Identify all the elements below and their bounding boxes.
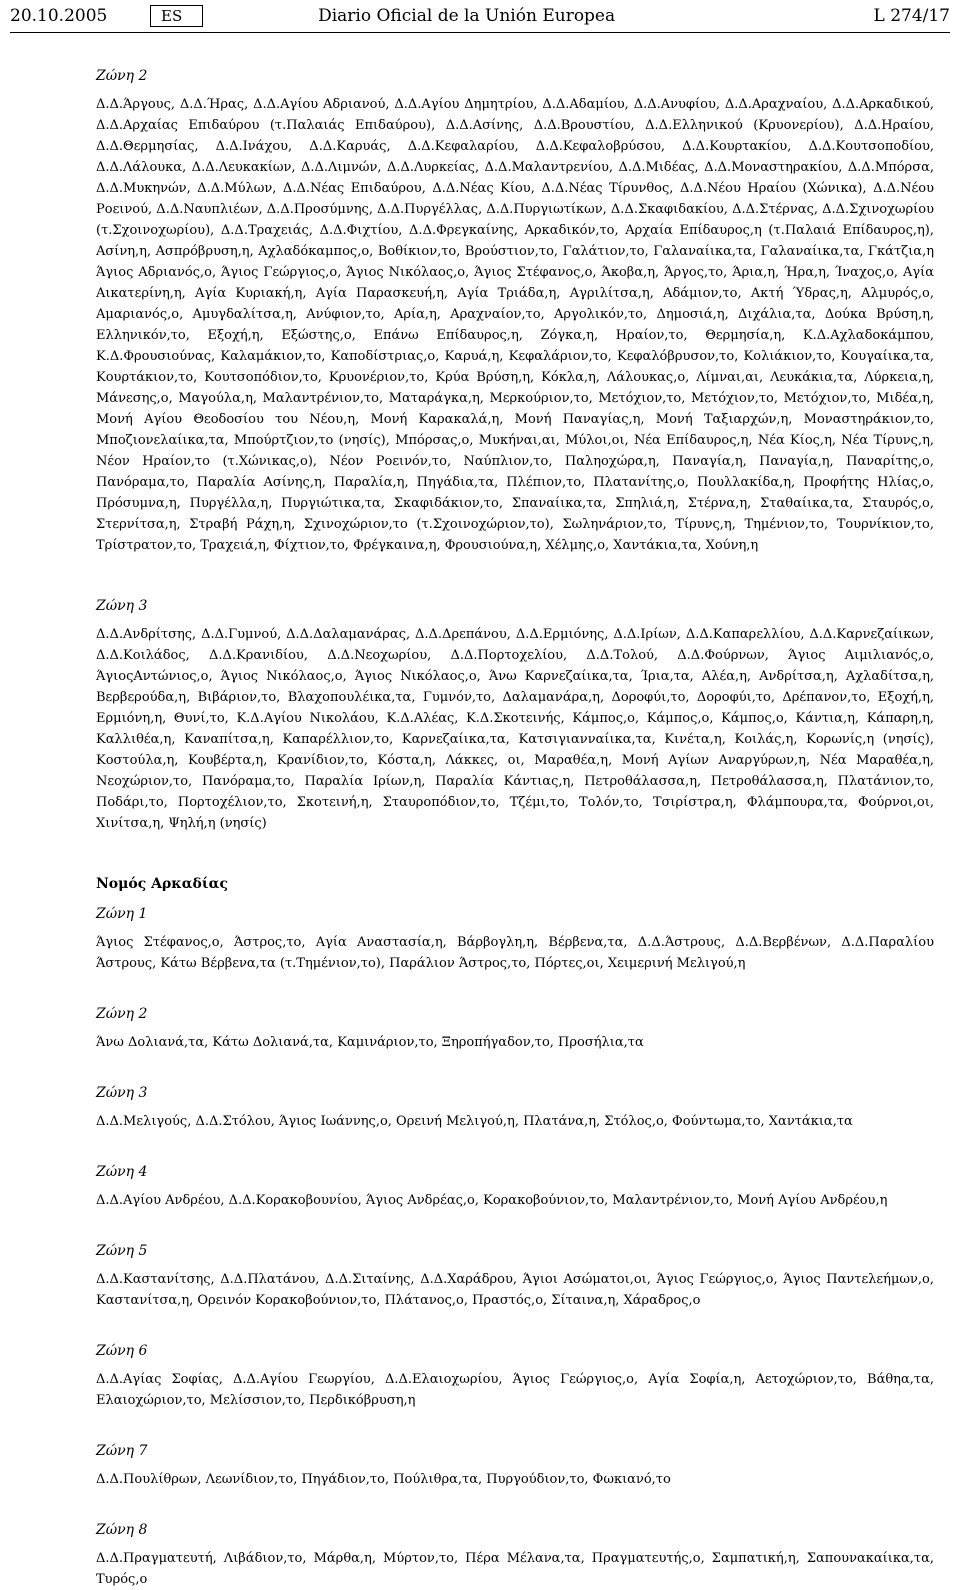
- zone-heading: Ζώνη 2: [96, 68, 148, 84]
- page-header: [10, 0, 950, 33]
- locality-list: Δ.Δ.Καστανίτσης, Δ.Δ.Πλατάνου, Δ.Δ.Σιταίνης, Δ.Δ.Χαράδρου, Άγιοι Ασώματοι,οι, Άγιος Γεώργιος,ο, Άγιος Παντελεήμων,ο, Καστανίτσα,η, Ορεινόν Κορακοβούνιον,το, Πλάτανος,ο, Πραστός,ο, Σίταινα,η, Χάραδρος,ο: [96, 1272, 934, 1308]
- prefecture-heading: Νομός Αρκαδίας: [96, 876, 228, 892]
- locality-list: Δ.Δ.Ανδρίτσης, Δ.Δ.Γυμνού, Δ.Δ.Δαλαμανάρας, Δ.Δ.Δρεπάνου, Δ.Δ.Ερμιόνης, Δ.Δ.Ιρίων, Δ.Δ.Καπαρελλίου, Δ.Δ.Καρνεζαίικων, Δ.Δ.Κοιλάδος, Δ.Δ.Κρανιδίου, Δ.Δ.Νεοχωρίου, Δ.Δ.Πορτοχελίου, Δ.Δ.Τολού, Δ.Δ.Φούρνων, Άγιος Αιμιλιανός,ο, ΆγιοςΑντώνιος,ο, Άγιος Νικόλαος,ο, Άγιος Νικόλαος,ο, Άνω Καρνεζαίικα,τα, Ίρια,τα, Αλέα,η, Ανδρίτσα,η, Αχλαδίτσα,η, Βερβερούδα,η, Βιβάριον,το, Βλαχοπουλέικα,τα, Γυμνόν,το, Δαλαμανάρα,η, Δοροφύι,το, Δοροφύι,το, Δρέπανον,το, Εξοχή,η, Ερμιόνη,η, Θυνί,το, Κ.Δ.Αγίου Νικολάου, Κ.Δ.Αλέας, Κ.Δ.Σκοτεινής, Κάμπος,ο, Κάμπος,ο, Κάμπος,ο, Κάντια,η, Κάπαρη,η, Καλλιθέα,η, Καναπίτσα,η, Καπαρέλλιον,το, Καρνεζαίικα,τα, Κατσιγιανναίικα,τα, Κινέτα,η, Κοιλάς,η, Κορωνίς,η (νησίς), Κοστούλα,η, Κουβέρτα,η, Κρανίδιον,το, Κόστα,η, Λάκκες, οι, Μαραθέα,η, Μονή Αγίων Αναργύρων,η, Νέα Μαραθέα,η, Νεοχώριον,το, Πανόραμα,το, Παραλία Ιρίων,η, Παραλία Κάντιας,η, Πετροθάλασσα,η, Πετροθάλασσα,η, Πλατάνιον,το, Ποδάρι,το, Πορτοχέλιον,το, Σκοτεινή,η, Σταυροπόδιον,το, Τζέμι,το, Τολόν,το, Τσιρίστρα,η, Φλάμπουρα,τα, Φούρνοι,οι, Χινίτσα,η, Ψηλή,η (νησίς): [96, 627, 934, 831]
- publication-date: 20.10.2005: [10, 6, 108, 26]
- journal-title: Diario Oficial de la Unión Europea: [318, 6, 616, 26]
- locality-list: Άγιος Στέφανος,ο, Άστρος,το, Αγία Αναστασία,η, Βάρβογλη,η, Βέρβενα,τα, Δ.Δ.Άστρους, Δ.Δ.Βερβένων, Δ.Δ.Παραλίου Άστρους, Κάτω Βέρβενα,τα (τ.Τημένιον,το), Παράλιον Άστρος,το, Πόρτες,οι, Χειμερινή Μελιγού,η: [96, 935, 934, 971]
- zone-heading: Ζώνη 3: [96, 598, 148, 614]
- zone-heading: Ζώνη 8: [96, 1522, 148, 1538]
- locality-list: Δ.Δ.Αγίου Ανδρέου, Δ.Δ.Κορακοβουνίου, Άγιος Ανδρέας,ο, Κορακοβούνιον,το, Μαλαντρένιον,το, Μονή Αγίου Ανδρέου,η: [96, 1193, 888, 1208]
- section-spacer: [96, 1311, 934, 1343]
- zone-heading: Ζώνη 2: [96, 1006, 148, 1022]
- zone-heading: Ζώνη 3: [96, 1085, 148, 1101]
- locality-list: Δ.Δ.Πραγματευτή, Λιβάδιον,το, Μάρθα,η, Μύρτον,το, Πέρα Μέλανα,τα, Πραγματευτής,ο, Σαμπατική,η, Σαπουνακαίικα,τα, Τυρός,ο: [96, 1551, 934, 1587]
- locality-list: Δ.Δ.Άργους, Δ.Δ.Ήρας, Δ.Δ.Αγίου Αδριανού, Δ.Δ.Αγίου Δημητρίου, Δ.Δ.Αδαμίου, Δ.Δ.Ανυφίου, Δ.Δ.Αραχναίου, Δ.Δ.Αρκαδικού, Δ.Δ.Αρχαίας Επιδαύρου (τ.Παλαιάς Επιδαύρου), Δ.Δ.Ασίνης, Δ.Δ.Βρουστίου, Δ.Δ.Ελληνικού (Κρυονερίου), Δ.Δ.Ηραίου, Δ.Δ.Θερμησίας, Δ.Δ.Ινάχου, Δ.Δ.Καρυάς, Δ.Δ.Κεφαλαρίου, Δ.Δ.Κεφαλοβρύσου, Δ.Δ.Κουρτακίου, Δ.Δ.Κουτσοποδίου, Δ.Δ.Λάλουκα, Δ.Δ.Λευκακίων, Δ.Δ.Λιμνών, Δ.Δ.Λυρκείας, Δ.Δ.Μαλαντρενίου, Δ.Δ.Μιδέας, Δ.Δ.Μοναστηρακίου, Δ.Δ.Μπόρσα, Δ.Δ.Μυκηνών, Δ.Δ.Μύλων, Δ.Δ.Νέας Επιδαύρου, Δ.Δ.Νέας Κίου, Δ.Δ.Νέας Τίρυνθος, Δ.Δ.Νέου Ηραίου (Χώνικα), Δ.Δ.Νέου Ροεινού, Δ.Δ.Ναυπλιέων, Δ.Δ.Προσύμνης, Δ.Δ.Πυργέλλας, Δ.Δ.Πυργιωτίκων, Δ.Δ.Σκαφιδακίου, Δ.Δ.Στέρνας, Δ.Δ.Σχινοχωρίου (τ.Σχοινοχωρίου), Δ.Δ.Τραχειάς, Δ.Δ.Φιχτίου, Δ.Δ.Φρεγκαίνης, Αρκαδικόν,το, Αρχαία Επίδαυρος,η (τ.Παλαιά Επίδαυρος,η), Ασίνη,η, Ασπρόβρυση,η, Αχλαδόκαμπος,ο, Βοθίκιον,το, Βρούστιον,το, Γαλάτιον,το, Γαλαναίικα,τα, Γαλαναίικα,τα, Γκάτζια,η Άγιος Αδριανός,ο, Άγιος Γεώργιος,ο, Άγιος Νικόλαος,ο, Άγιος Στέφανος,ο, Άκοβα,η, Άργος,το, Άρια,η, Ήρα,η, Ίναχος,ο, Αγία Αικατερίνη,η, Αγία Κυριακή,η, Αγία Παρασκευή,η, Αγία Τριάδα,η, Αγριλίτσα,η, Αδάμιον,το, Ακτή Ύδρας,η, Αλμυρός,ο, Αμαριανός,ο, Αμυγδαλίτσα,η, Ανύφιον,το, Αρία,η, Αραχναίον,το, Αργολικόν,το, Δημοσιά,η, Διχάλια,τα, Δούκα Βρύση,η, Ελληνικόν,το, Εξοχή,η, Εξώστης,ο, Επάνω Επίδαυρος,η, Ζόγκα,η, Ηραίον,το, Θερμησία,η, Κ.Δ.Αχλαδοκάμπου, Κ.Δ.Φρουσιούνας, Καλαμάκιον,το, Καποδίστριας,ο, Καρυά,η, Κεφαλάριον,το, Κεφαλόβρυσον,το, Κολιάκιον,το, Κουγαίικα,τα, Κουρτάκιον,το, Κουτσοπόδιον,το, Κρυονέριον,το, Κρύα Βρύση,η, Κόκλα,η, Λάλουκας,ο, Λίμναι,αι, Λευκάκια,τα, Λύρκεια,η, Μάνεσης,ο, Μαγούλα,η, Μαλαντρένιον,το, Ματαράγκα,η, Μερκούριον,το, Μετόχιον,το, Μετόχιον,το, Μετόχιον,το, Μιδέα,η, Μονή Αγίου Θεοδοσίου του Νέου,η, Μονή Καρακαλά,η, Μονή Παναγίας,η, Μονή Ταξιαρχών,η, Μοναστηράκιον,το, Μποζιονελαίικα,τα, Μπούρτζιον,το (νησίς), Μπόρσας,ο, Μυκήναι,αι, Μύλοι,οι, Νέα Επίδαυρος,η, Νέα Κίος,η, Νέα Τίρυνς,η, Νέον Ηραίον,το (τ.Χώνικας,ο), Νέον Ροεινόν,το, Ναύπλιον,το, Παληοχώρα,η, Παναγία,η, Παναγία,η, Παναρίτης,ο, Πανόραμα,το, Παραλία Ασίνης,η, Παραλία,η, Πηγάδια,τα, Πλέπιον,το, Πλατανίτης,ο, Πουλλακίδα,η, Προφήτης Ηλίας,ο, Πρόσυμνα,η, Πυργέλλα,η, Πυργιώτικα,τα, Σκαφιδάκιον,το, Σπαναίικα,τα, Σπηλιά,η, Στέρνα,η, Σταθαίικα,τα, Σταυρός,ο, Στερνίτσα,η, Στραβή Ράχη,η, Σχινοχώριον,το (τ.Σχοινοχώριον,το), Σωληνάριον,το, Τίρυνς,η, Τημένιον,το, Τουρνίκιον,το, Τρίστρατον,το, Τραχειά,η, Φίχτιον,το, Φρέγκαινα,η, Φρουσιούνα,η, Χέλμης,ο, Χαντάκια,τα, Χούνη,η: [96, 97, 934, 553]
- locality-list: Άνω Δολιανά,τα, Κάτω Δολιανά,τα, Καμινάριον,το, Ξηροπήγαδον,το, Προσήλια,τα: [96, 1035, 644, 1050]
- document-body: [96, 68, 934, 1590]
- zone-heading: Ζώνη 7: [96, 1443, 148, 1459]
- locality-list: Δ.Δ.Πουλίθρων, Λεωνίδιον,το, Πηγάδιον,το, Πούλιθρα,τα, Πυργούδιον,το, Φωκιανό,το: [96, 1472, 671, 1487]
- section-spacer: [96, 834, 934, 876]
- section-spacer: [96, 1132, 934, 1164]
- zone-heading: Ζώνη 6: [96, 1343, 148, 1359]
- section-spacer: [96, 974, 934, 1006]
- section-spacer: [96, 1211, 934, 1243]
- zone-heading: Ζώνη 5: [96, 1243, 148, 1259]
- section-spacer: [96, 1053, 934, 1085]
- zone-heading: Ζώνη 4: [96, 1164, 148, 1180]
- page-reference: L 274/17: [873, 6, 950, 26]
- locality-list: Δ.Δ.Αγίας Σοφίας, Δ.Δ.Αγίου Γεωργίου, Δ.Δ.Ελαιοχωρίου, Άγιος Γεώργιος,ο, Αγία Σοφία,η, Αετοχώριον,το, Βάθηα,τα, Ελαιοχώριον,το, Μελίσσιον,το, Περδικόβρυση,η: [96, 1372, 934, 1408]
- language-badge: ES: [150, 5, 203, 27]
- section-spacer: [96, 1411, 934, 1443]
- zone-heading: Ζώνη 1: [96, 906, 148, 922]
- locality-list: Δ.Δ.Μελιγούς, Δ.Δ.Στόλου, Άγιος Ιωάννης,ο, Ορεινή Μελιγού,η, Πλατάνα,η, Στόλος,ο, Φούντωμα,το, Χαντάκια,τα: [96, 1114, 853, 1129]
- section-spacer: [96, 556, 934, 598]
- section-spacer: [96, 1490, 934, 1522]
